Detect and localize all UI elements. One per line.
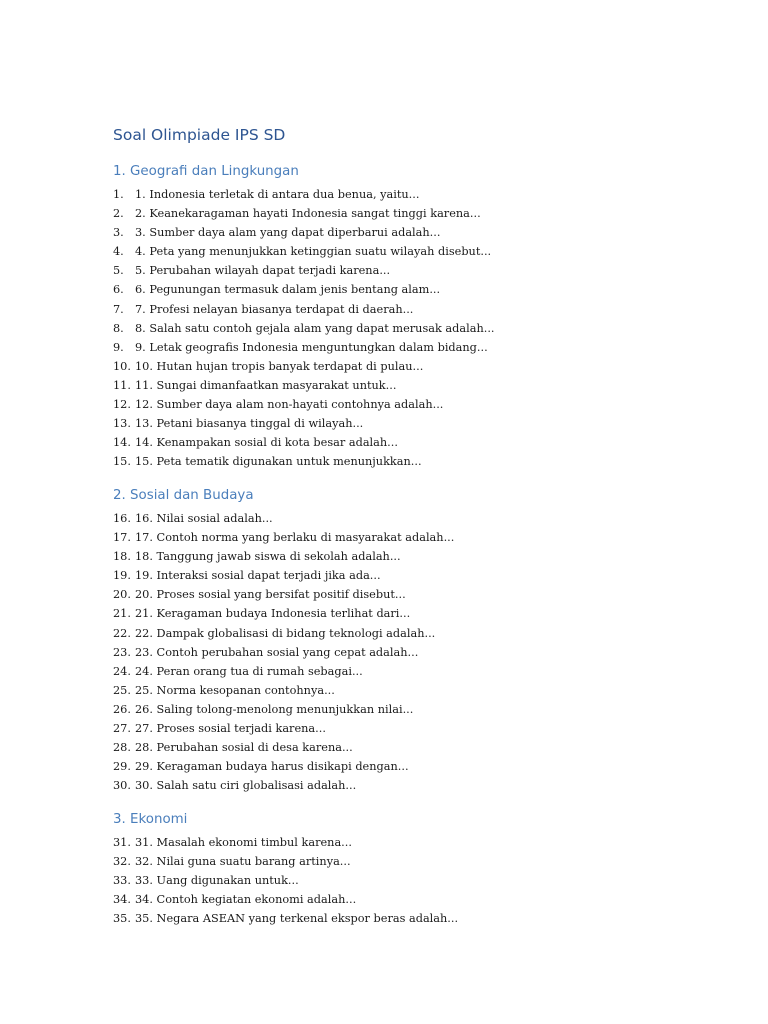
list-item-number: 6. [113,283,124,297]
list-item-text: 3. Sumber daya alam yang dapat diperbarui adalah... [135,226,441,240]
list-item-text: 35. Negara ASEAN yang terkenal ekspor beras adalah... [135,912,459,926]
list-item-text: 19. Interaksi sosial dapat terjadi jika ada... [135,569,381,583]
list-item-text: 26. Saling tolong-menolong menunjukkan nilai... [135,702,414,716]
list-item-text: 9. Letak geografis Indonesia menguntungkan dalam bidang... [135,340,488,354]
list-item-number: 21. [113,607,131,621]
list-item-text: 31. Masalah ekonomi timbul karena... [135,836,352,849]
list-item-text: 24. Peran orang tua di rumah sebagai... [135,664,363,678]
list-item-number: 29. [113,760,131,774]
list-item-number: 8. [113,321,124,335]
list-item-text: 5. Perubahan wilayah dapat terjadi karena... [135,264,391,278]
list-item-number: 4. [113,245,124,259]
list-item-text: 27. Proses sosial terjadi karena... [135,722,326,736]
list-item-number: 33. [113,874,131,888]
list-item-number: 22. [113,626,131,640]
list-item-text: 1. Indonesia terletak di antara dua benua, yaitu... [135,188,420,201]
list-item-number: 17. [113,531,131,545]
list-item-text: 6. Pegunungan termasuk dalam jenis bentang alam... [135,283,441,297]
list-item-text: 10. Hutan hujan tropis banyak terdapat di pulau... [135,359,424,373]
list-item-text: 7. Profesi nelayan biasanya terdapat di daerah... [135,302,414,316]
list-item-number: 19. [113,569,131,583]
list-item-number: 31. [113,836,131,849]
list-item-text: 13. Petani biasanya tinggal di wilayah... [135,417,364,431]
list-item-number: 1. [113,188,124,201]
list-item-number: 9. [113,340,124,354]
list-item-number: 18. [113,550,131,564]
list-item-text: 11. Sungai dimanfaatkan masyarakat untuk... [135,378,397,392]
list-item-text: 34. Contoh kegiatan ekonomi adalah... [135,893,357,907]
list-item-number: 10. [113,359,131,373]
list-item-text: 23. Contoh perubahan sosial yang cepat adalah... [135,645,419,659]
list-item-text: 4. Peta yang menunjukkan ketinggian suatu wilayah disebut... [135,245,492,259]
list-item-text: 16. Nilai sosial adalah... [135,512,273,525]
list-item-number: 32. [113,855,131,869]
list-item-number: 35. [113,912,131,926]
list-item-number: 28. [113,741,131,755]
list-item-number: 3. [113,226,124,240]
list-item-text: 28. Perubahan sosial di desa karena... [135,741,353,755]
list-item-number: 13. [113,417,131,431]
list-item-text: 14. Kenampakan sosial di kota besar adalah... [135,436,398,450]
list-item-number: 14. [113,436,131,450]
list-item-number: 12. [113,398,131,412]
list-item-text: 12. Sumber daya alam non-hayati contohnya adalah... [135,398,444,412]
list-item-text: 30. Salah satu ciri globalisasi adalah... [135,779,357,793]
list-item-number: 25. [113,683,131,697]
list-item-number: 27. [113,722,131,736]
list-item-text: 22. Dampak globalisasi di bidang teknologi adalah... [135,626,436,640]
list-item-number: 20. [113,588,131,602]
list-item-text: 8. Salah satu contoh gejala alam yang dapat merusak adalah... [135,321,495,335]
list-item-number: 7. [113,302,124,316]
list-item-text: 2. Keanekaragaman hayati Indonesia sangat tinggi karena... [135,207,481,221]
list-item-number: 5. [113,264,124,278]
list-item-number: 15. [113,455,131,469]
list-item-number: 2. [113,207,124,221]
section-heading-geografi: 1. Geografi dan Lingkungan [113,164,299,179]
list-item-text: 20. Proses sosial yang bersifat positif disebut... [135,588,406,602]
list-item-number: 24. [113,664,131,678]
list-item-number: 16. [113,512,131,525]
list-item-text: 33. Uang digunakan untuk... [135,874,299,888]
list-item-text: 17. Contoh norma yang berlaku di masyarakat adalah... [135,531,455,545]
list-item-text: 18. Tanggung jawab siswa di sekolah adalah... [135,550,401,564]
list-item-number: 11. [113,378,131,392]
document-title: Soal Olimpiade IPS SD [113,126,286,144]
list-item-text: 21. Keragaman budaya Indonesia terlihat dari... [135,607,411,621]
list-item-number: 23. [113,645,131,659]
list-item-text: 29. Keragaman budaya harus disikapi dengan... [135,760,409,774]
list-item-text: 32. Nilai guna suatu barang artinya... [135,855,351,869]
list-item-number: 26. [113,702,131,716]
section-heading-sosial-budaya: 2. Sosial dan Budaya [113,488,254,503]
list-item-text: 15. Peta tematik digunakan untuk menunjukkan... [135,455,422,469]
list-item-text: 25. Norma kesopanan contohnya... [135,683,335,697]
list-item-number: 30. [113,779,131,793]
list-item-number: 34. [113,893,131,907]
section-heading-ekonomi: 3. Ekonomi [113,812,188,827]
